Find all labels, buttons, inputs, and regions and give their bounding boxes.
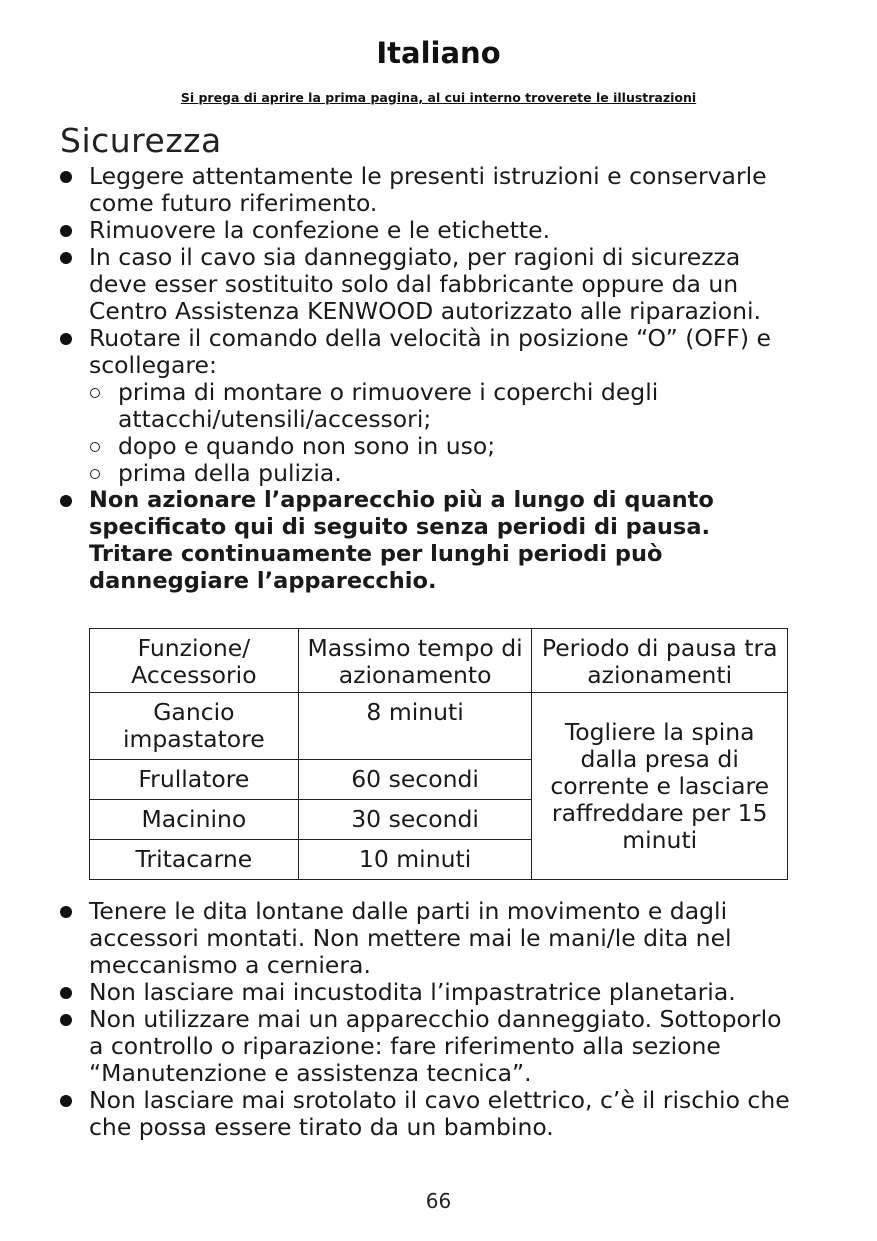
illustrations-note: Si prega di aprire la prima pagina, al cui interno troverete le illustrazioni bbox=[180, 90, 697, 105]
table-header-row bbox=[90, 629, 788, 693]
cell-accessory: Gancio impastatore bbox=[90, 693, 299, 760]
safety-list-top bbox=[60, 163, 800, 595]
operating-times-table bbox=[89, 628, 788, 880]
list-item: Non utilizzare mai un apparecchio danneggiato. Sottoporlo a controllo o riparazione: fare riferimento alla sezione “Manutenzione e assistenza tecnica”. bbox=[60, 1006, 800, 1087]
list-item: In caso il cavo sia danneggiato, per ragioni di sicurezza deve esser sostituito solo dal fabbricante oppure da un Centro Assistenza KENWOOD autorizzato alle riparazioni. bbox=[60, 244, 800, 325]
safety-list-bottom bbox=[60, 898, 800, 1141]
cell-accessory: Frullatore bbox=[90, 760, 299, 800]
sub-list-item: prima della pulizia. bbox=[60, 460, 800, 487]
page-title: Italiano bbox=[376, 36, 501, 70]
header-accessory: Funzione/ Accessorio bbox=[90, 629, 299, 693]
cell-max-time: 8 minuti bbox=[298, 693, 532, 760]
list-item: Non lasciare mai srotolato il cavo elettrico, c’è il rischio che che possa essere tirato da un bambino. bbox=[60, 1087, 800, 1141]
list-item: Non lasciare mai incustodita l’impastratrice planetaria. bbox=[60, 979, 800, 1006]
cell-accessory: Tritacarne bbox=[90, 840, 299, 880]
list-item: Rimuovere la confezione e le etichette. bbox=[60, 217, 800, 244]
list-item: Leggere attentamente le presenti istruzioni e conservarle come futuro riferimento. bbox=[60, 163, 800, 217]
page-number: 66 bbox=[425, 1189, 452, 1213]
cell-pause: Togliere la spina dalla presa di corrente e lasciare raffreddare per 15 minuti bbox=[532, 693, 788, 880]
cell-max-time: 60 secondi bbox=[298, 760, 532, 800]
cell-accessory: Macinino bbox=[90, 800, 299, 840]
table-row bbox=[90, 693, 788, 760]
header-max-time: Massimo tempo di azionamento bbox=[298, 629, 532, 693]
header-pause: Periodo di pausa tra azionamenti bbox=[532, 629, 788, 693]
sub-list-item: prima di montare o rimuovere i coperchi degli attacchi/utensili/accessori; bbox=[60, 379, 800, 433]
list-item: Tenere le dita lontane dalle parti in movimento e dagli accessori montati. Non mettere mai le mani/le dita nel meccanismo a cerniera. bbox=[60, 898, 800, 979]
sub-list-item: dopo e quando non sono in uso; bbox=[60, 433, 800, 460]
cell-max-time: 30 secondi bbox=[298, 800, 532, 840]
cell-max-time: 10 minuti bbox=[298, 840, 532, 880]
section-heading: Sicurezza bbox=[60, 121, 222, 160]
warning-list-item: Non azionare l’apparecchio più a lungo di quanto specificato qui di seguito senza periodi di pausa. Tritare continuamente per lunghi periodi può danneggiare l’apparecchio. bbox=[60, 487, 800, 595]
list-item: Ruotare il comando della velocità in posizione “O” (OFF) e scollegare: bbox=[60, 325, 800, 379]
